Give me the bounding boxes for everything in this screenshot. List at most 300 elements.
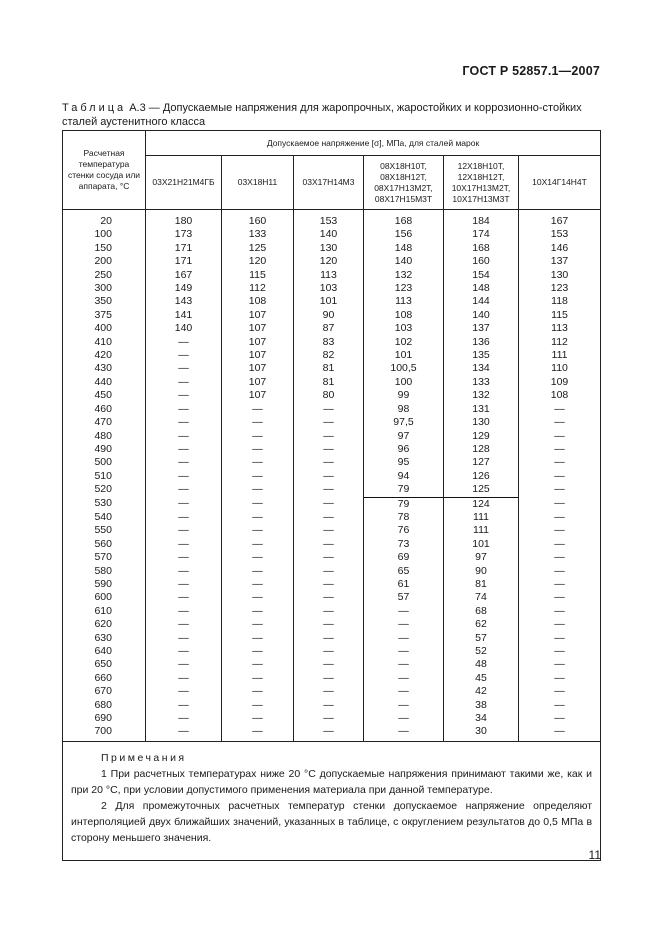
table-row: [63, 712, 601, 725]
stress-cell: —: [364, 645, 444, 658]
stress-cell: —: [519, 456, 601, 469]
stress-cell: —: [364, 672, 444, 685]
temperature-cell: 250: [63, 269, 146, 282]
table-row: [63, 443, 601, 456]
stress-cell: 101: [294, 295, 364, 308]
stress-cell: 83: [294, 336, 364, 349]
stress-cell: —: [519, 430, 601, 443]
table-row: [63, 215, 601, 228]
stress-cell: 130: [519, 269, 601, 282]
stress-cell: 168: [444, 242, 519, 255]
table-row: [63, 632, 601, 645]
temperature-cell: 700: [63, 725, 146, 741]
stress-cell: 167: [519, 215, 601, 228]
stress-cell: —: [222, 605, 294, 618]
stress-cell: 65: [364, 565, 444, 578]
stress-cell: —: [294, 551, 364, 564]
stress-cell: —: [294, 618, 364, 631]
table-row: [63, 430, 601, 443]
temperature-cell: 100: [63, 228, 146, 241]
stress-cell: 99: [364, 389, 444, 402]
stress-cell: —: [364, 605, 444, 618]
stress-cell: —: [294, 565, 364, 578]
stress-cell: 80: [294, 389, 364, 402]
stress-cell: —: [222, 416, 294, 429]
stress-cell: —: [294, 645, 364, 658]
stress-cell: 132: [444, 389, 519, 402]
stress-cell: 111: [444, 511, 519, 524]
stress-cell: 160: [222, 215, 294, 228]
table-row: [63, 483, 601, 497]
stress-cell: —: [294, 524, 364, 537]
table-row: [63, 565, 601, 578]
stress-cell: —: [146, 483, 222, 497]
stress-cell: 90: [444, 565, 519, 578]
stress-cell: —: [146, 443, 222, 456]
stress-cell: —: [294, 456, 364, 469]
stress-cell: —: [364, 658, 444, 671]
table-row: [63, 282, 601, 295]
stress-cell: 81: [444, 578, 519, 591]
stress-cell: 146: [519, 242, 601, 255]
table-row: [63, 645, 601, 658]
stress-cell: —: [294, 699, 364, 712]
stress-cell: —: [519, 497, 601, 511]
table-row: [63, 322, 601, 335]
stress-cell: —: [519, 470, 601, 483]
temperature-cell: 450: [63, 389, 146, 402]
stress-cell: —: [222, 456, 294, 469]
stress-cell: —: [146, 336, 222, 349]
stress-cell: —: [294, 430, 364, 443]
stress-cell: 148: [444, 282, 519, 295]
table-row: [63, 685, 601, 698]
stress-cell: —: [294, 403, 364, 416]
stress-cell: —: [294, 725, 364, 741]
stress-cell: —: [222, 511, 294, 524]
stress-cell: —: [294, 511, 364, 524]
table-row: [63, 336, 601, 349]
stress-cell: 97: [364, 430, 444, 443]
stress-cell: —: [146, 618, 222, 631]
stress-cell: 45: [444, 672, 519, 685]
stress-cell: 87: [294, 322, 364, 335]
stress-cell: 94: [364, 470, 444, 483]
stress-cell: 101: [364, 349, 444, 362]
stress-cell: 130: [444, 416, 519, 429]
stress-cell: 107: [222, 389, 294, 402]
stress-cell: 97,5: [364, 416, 444, 429]
stress-cell: —: [146, 565, 222, 578]
stress-cell: 160: [444, 255, 519, 268]
stress-cell: 130: [294, 242, 364, 255]
table-row: [63, 416, 601, 429]
stress-cell: —: [222, 483, 294, 497]
stress-cell: —: [146, 605, 222, 618]
notes-row: [63, 741, 601, 860]
stress-cell: 133: [222, 228, 294, 241]
stress-cell: —: [364, 618, 444, 631]
stress-cell: —: [519, 645, 601, 658]
stress-cell: —: [294, 591, 364, 604]
stress-cell: 107: [222, 349, 294, 362]
stress-cell: —: [294, 578, 364, 591]
stress-cell: 141: [146, 309, 222, 322]
stress-cell: 38: [444, 699, 519, 712]
stress-cell: 57: [364, 591, 444, 604]
stress-cell: 107: [222, 322, 294, 335]
temperature-cell: 150: [63, 242, 146, 255]
stress-cell: 107: [222, 362, 294, 375]
stress-cell: 111: [444, 524, 519, 537]
stress-cell: —: [294, 685, 364, 698]
temperature-cell: 20: [63, 215, 146, 228]
temperature-cell: 680: [63, 699, 146, 712]
stress-cell: —: [519, 685, 601, 698]
stress-cell: 143: [146, 295, 222, 308]
stress-cell: 113: [364, 295, 444, 308]
stress-cell: 81: [294, 362, 364, 375]
stress-cell: 140: [294, 228, 364, 241]
stress-cell: 103: [364, 322, 444, 335]
stress-cell: 76: [364, 524, 444, 537]
stress-cell: 74: [444, 591, 519, 604]
stress-cell: —: [519, 511, 601, 524]
temperature-cell: 200: [63, 255, 146, 268]
stress-cell: —: [519, 725, 601, 741]
stress-cell: 79: [364, 497, 444, 511]
stress-cell: 135: [444, 349, 519, 362]
stress-cell: 154: [444, 269, 519, 282]
table-row: [63, 389, 601, 402]
stress-cell: 97: [444, 551, 519, 564]
stress-cell: 126: [444, 470, 519, 483]
stress-cell: —: [294, 497, 364, 511]
stress-cell: 107: [222, 309, 294, 322]
stress-cell: —: [146, 470, 222, 483]
stress-cell: 98: [364, 403, 444, 416]
table-row: [63, 551, 601, 564]
stress-cell: 140: [444, 309, 519, 322]
notes-block: [63, 741, 601, 860]
stress-cell: 61: [364, 578, 444, 591]
stress-cell: 81: [294, 376, 364, 389]
stress-cell: —: [222, 725, 294, 741]
stress-cell: 110: [519, 362, 601, 375]
stress-cell: —: [146, 538, 222, 551]
stress-cell: —: [222, 578, 294, 591]
stress-cell: —: [294, 658, 364, 671]
stress-cell: —: [146, 362, 222, 375]
stress-cell: 180: [146, 215, 222, 228]
stress-cell: —: [222, 497, 294, 511]
stress-cell: —: [294, 712, 364, 725]
table-row: [63, 295, 601, 308]
table-row: [63, 403, 601, 416]
temperature-cell: 600: [63, 591, 146, 604]
stress-cell: 131: [444, 403, 519, 416]
table-row: [63, 725, 601, 741]
stress-cell: —: [222, 645, 294, 658]
stress-cell: 52: [444, 645, 519, 658]
temperature-cell: 520: [63, 483, 146, 497]
stress-cell: 82: [294, 349, 364, 362]
stress-cell: 127: [444, 456, 519, 469]
temperature-cell: 490: [63, 443, 146, 456]
table-row: [63, 538, 601, 551]
stress-cell: 95: [364, 456, 444, 469]
stress-cell: 140: [146, 322, 222, 335]
stress-cell: —: [146, 632, 222, 645]
stress-cell: —: [294, 483, 364, 497]
stress-cell: —: [222, 618, 294, 631]
stress-cell: —: [519, 403, 601, 416]
stress-cell: 100,5: [364, 362, 444, 375]
stress-cell: —: [222, 430, 294, 443]
stress-cell: —: [146, 591, 222, 604]
stress-cell: 101: [444, 538, 519, 551]
table-row: [63, 362, 601, 375]
steel-column-header: 03Х18Н11: [222, 156, 294, 210]
stress-cell: —: [364, 712, 444, 725]
stress-cell: —: [364, 725, 444, 741]
stress-cell: 184: [444, 215, 519, 228]
stress-cell: 124: [444, 497, 519, 511]
table-caption: [62, 101, 602, 129]
temperature-cell: 540: [63, 511, 146, 524]
stress-cell: —: [519, 712, 601, 725]
temperature-cell: 420: [63, 349, 146, 362]
stress-cell: —: [519, 605, 601, 618]
stress-cell: 30: [444, 725, 519, 741]
stress-cell: 144: [444, 295, 519, 308]
stress-group-header: Допускаемое напряжение [σ], МПа, для сталей марок: [146, 131, 601, 156]
stress-cell: —: [146, 456, 222, 469]
stress-cell: —: [294, 632, 364, 645]
stress-cell: —: [294, 443, 364, 456]
temperature-cell: 550: [63, 524, 146, 537]
stress-cell: —: [519, 416, 601, 429]
stress-cell: 167: [146, 269, 222, 282]
stress-cell: 113: [519, 322, 601, 335]
stress-cell: —: [519, 443, 601, 456]
stress-cell: —: [222, 712, 294, 725]
stress-cell: —: [146, 685, 222, 698]
stress-cell: —: [222, 551, 294, 564]
stress-cell: 109: [519, 376, 601, 389]
table-row: [63, 658, 601, 671]
stress-cell: —: [222, 672, 294, 685]
table-row: [63, 255, 601, 268]
stress-cell: —: [519, 538, 601, 551]
stress-cell: —: [146, 672, 222, 685]
stress-cell: —: [146, 712, 222, 725]
steel-column-header: 10Х14Г14Н4Т: [519, 156, 601, 210]
stress-cell: —: [519, 578, 601, 591]
temperature-cell: 650: [63, 658, 146, 671]
stress-cell: 108: [222, 295, 294, 308]
stress-cell: 125: [444, 483, 519, 497]
table-row: [63, 456, 601, 469]
stress-cell: —: [222, 443, 294, 456]
table-row: [63, 309, 601, 322]
steel-column-header: 03Х21Н21М4ГБ: [146, 156, 222, 210]
stress-cell: —: [294, 605, 364, 618]
temperature-cell: 480: [63, 430, 146, 443]
steel-column-header: 12Х18Н10Т, 12Х18Н12Т, 10Х17Н13М2Т, 10Х17Н13М3Т: [444, 156, 519, 210]
temperature-cell: 620: [63, 618, 146, 631]
stress-cell: —: [146, 389, 222, 402]
stress-cell: 57: [444, 632, 519, 645]
temperature-cell: 670: [63, 685, 146, 698]
stress-cell: —: [294, 470, 364, 483]
stress-cell: —: [146, 403, 222, 416]
stress-cell: 153: [294, 215, 364, 228]
table-row: [63, 605, 601, 618]
stress-cell: —: [294, 416, 364, 429]
stress-cell: 107: [222, 376, 294, 389]
stress-cell: 108: [519, 389, 601, 402]
temperature-cell: 660: [63, 672, 146, 685]
stress-cell: 42: [444, 685, 519, 698]
table-row: [63, 699, 601, 712]
temperature-cell: 460: [63, 403, 146, 416]
stress-cell: —: [146, 551, 222, 564]
temperature-cell: 440: [63, 376, 146, 389]
table-row: [63, 591, 601, 604]
table-row: [63, 511, 601, 524]
stress-cell: —: [146, 349, 222, 362]
stress-cell: 168: [364, 215, 444, 228]
stress-cell: —: [146, 578, 222, 591]
temperature-cell: 580: [63, 565, 146, 578]
stress-cell: 62: [444, 618, 519, 631]
stress-cell: —: [364, 632, 444, 645]
temperature-cell: 500: [63, 456, 146, 469]
stress-cell: 173: [146, 228, 222, 241]
stress-cell: 112: [222, 282, 294, 295]
table-row: [63, 376, 601, 389]
stress-cell: —: [146, 511, 222, 524]
stress-cell: 153: [519, 228, 601, 241]
stress-cell: 90: [294, 309, 364, 322]
stress-cell: 156: [364, 228, 444, 241]
temperature-cell: 690: [63, 712, 146, 725]
temperature-column-header: Расчетная температура стенки сосуда или аппарата, °С: [63, 131, 146, 210]
stress-cell: 140: [364, 255, 444, 268]
stress-cell: —: [222, 685, 294, 698]
temperature-cell: 640: [63, 645, 146, 658]
stress-cell: —: [146, 725, 222, 741]
table-row: [63, 228, 601, 241]
stress-cell: —: [294, 672, 364, 685]
table-row: [63, 524, 601, 537]
stress-cell: 129: [444, 430, 519, 443]
stress-cell: 118: [519, 295, 601, 308]
temperature-cell: 410: [63, 336, 146, 349]
stress-cell: —: [146, 416, 222, 429]
temperature-cell: 470: [63, 416, 146, 429]
steel-column-header: 08Х18Н10Т, 08Х18Н12Т, 08Х17Н13М2Т, 08Х17Н15М3Т: [364, 156, 444, 210]
stress-cell: 136: [444, 336, 519, 349]
stress-cell: 34: [444, 712, 519, 725]
notes-title: Примечания: [101, 751, 187, 764]
stress-cell: 133: [444, 376, 519, 389]
temperature-cell: 560: [63, 538, 146, 551]
stress-cell: —: [222, 699, 294, 712]
temperature-cell: 430: [63, 362, 146, 375]
temperature-cell: 350: [63, 295, 146, 308]
stress-cell: —: [146, 658, 222, 671]
stress-cell: —: [146, 430, 222, 443]
stress-cell: 100: [364, 376, 444, 389]
stress-cell: —: [519, 591, 601, 604]
stress-cell: —: [146, 497, 222, 511]
table-caption-label: Таблица: [62, 102, 127, 114]
stress-cell: 96: [364, 443, 444, 456]
stress-cell: —: [519, 524, 601, 537]
stress-cell: 103: [294, 282, 364, 295]
table-caption-text: А.3 — Допускаемые напряжения для жаропрочных, жаростойких и коррозионно-стойких сталей аустенитного класса: [62, 102, 582, 128]
stress-cell: —: [222, 538, 294, 551]
stress-cell: —: [222, 632, 294, 645]
stress-cell: 102: [364, 336, 444, 349]
temperature-cell: 510: [63, 470, 146, 483]
stress-cell: —: [146, 376, 222, 389]
stress-cell: 134: [444, 362, 519, 375]
temperature-cell: 300: [63, 282, 146, 295]
temperature-cell: 400: [63, 322, 146, 335]
stress-cell: —: [146, 699, 222, 712]
temperature-cell: 610: [63, 605, 146, 618]
stress-cell: —: [222, 524, 294, 537]
page-number: 11: [588, 848, 601, 862]
note-1: 1 При расчетных температурах ниже 20 °С допускаемые напряжения принимают такими же, как и при 20 °С, при условии допустимого применения материала при данной температуре.: [71, 767, 593, 796]
table-row: [63, 672, 601, 685]
stress-cell: —: [222, 565, 294, 578]
stress-cell: 123: [519, 282, 601, 295]
table-row: [63, 349, 601, 362]
stress-cell: 148: [364, 242, 444, 255]
stress-cell: 171: [146, 242, 222, 255]
stress-cell: —: [519, 658, 601, 671]
stress-cell: 123: [364, 282, 444, 295]
stress-table: [62, 130, 601, 861]
stress-cell: 132: [364, 269, 444, 282]
stress-cell: 120: [222, 255, 294, 268]
stress-cell: 128: [444, 443, 519, 456]
stress-cell: —: [519, 618, 601, 631]
note-2: 2 Для промежуточных расчетных температур стенки допускаемое напряжение определяют интерполяцией двух ближайших значений, указанных в таблице, с округлением результатов до 0,5 МПа в сторону меньшего значения.: [71, 799, 593, 844]
table-row: [63, 578, 601, 591]
stress-cell: 78: [364, 511, 444, 524]
stress-cell: 111: [519, 349, 601, 362]
stress-cell: —: [364, 699, 444, 712]
table-body: [63, 210, 601, 742]
temperature-cell: 590: [63, 578, 146, 591]
stress-cell: 174: [444, 228, 519, 241]
table-row: [63, 242, 601, 255]
stress-cell: 149: [146, 282, 222, 295]
steel-column-header: 03Х17Н14М3: [294, 156, 364, 210]
stress-cell: 137: [519, 255, 601, 268]
stress-cell: 125: [222, 242, 294, 255]
stress-cell: 113: [294, 269, 364, 282]
stress-cell: 48: [444, 658, 519, 671]
stress-cell: 120: [294, 255, 364, 268]
stress-cell: 107: [222, 336, 294, 349]
stress-cell: 112: [519, 336, 601, 349]
